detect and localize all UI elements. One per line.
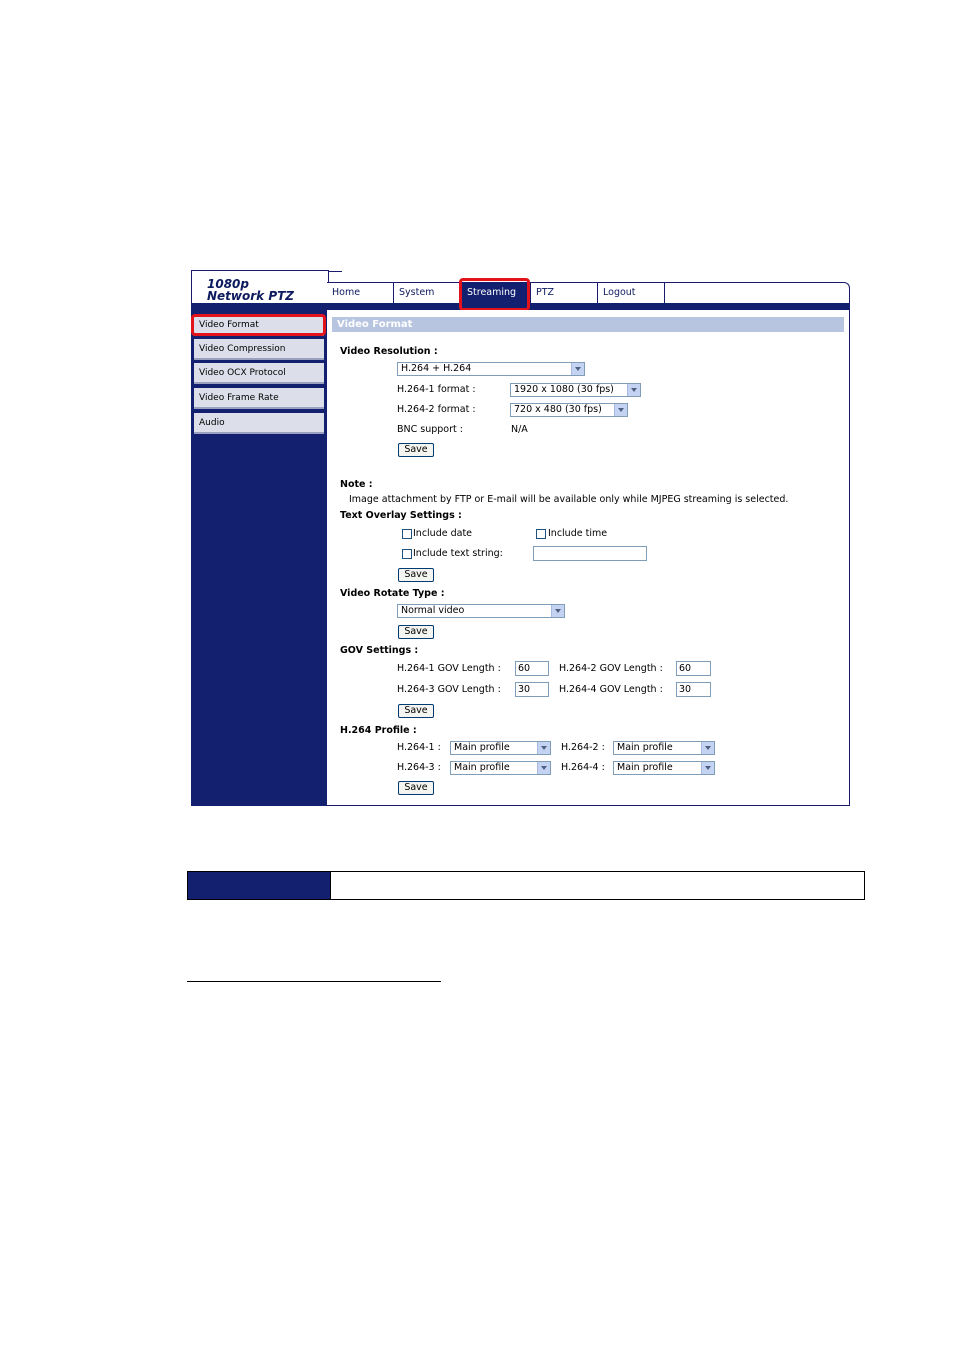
- sidebar-item-video-compression[interactable]: Video Compression: [194, 339, 324, 360]
- streaming-highlight: [459, 278, 530, 311]
- chevron-down-icon: [537, 742, 550, 754]
- chevron-down-icon: [701, 762, 714, 774]
- chevron-down-icon: [551, 605, 564, 617]
- profile-2-value: Main profile: [617, 742, 673, 753]
- save-profile-button[interactable]: Save: [398, 781, 434, 795]
- sidebar: [191, 310, 327, 806]
- video-format-highlight: [191, 314, 326, 336]
- table-row: [187, 871, 865, 900]
- gov-settings-title: GOV Settings :: [340, 645, 419, 656]
- divider: [187, 981, 441, 982]
- tab-streaming[interactable]: Streaming: [461, 283, 531, 303]
- table-row-header-cell: [188, 872, 330, 899]
- include-text-checkbox[interactable]: [402, 549, 412, 559]
- nav-underline-left: [191, 303, 327, 310]
- chevron-down-icon: [571, 363, 584, 375]
- profile-1-value: Main profile: [454, 742, 510, 753]
- video-resolution-select[interactable]: [397, 362, 585, 376]
- sidebar-item-audio[interactable]: Audio: [194, 413, 324, 434]
- tab-logout[interactable]: Logout: [598, 283, 665, 303]
- include-date-label: Include date: [413, 528, 473, 539]
- text-overlay-title: Text Overlay Settings :: [340, 510, 462, 521]
- profile-1-select[interactable]: [450, 741, 551, 755]
- video-rotate-select[interactable]: [397, 604, 565, 618]
- h264-2-format-label: H.264-2 format :: [397, 404, 476, 415]
- tab-ptz[interactable]: PTZ: [531, 283, 598, 303]
- video-resolution-value: H.264 + H.264: [401, 363, 472, 374]
- save-rotate-button[interactable]: Save: [398, 625, 434, 639]
- bnc-support-value: N/A: [511, 424, 528, 435]
- gov-1-input[interactable]: 60: [515, 661, 549, 676]
- save-resolution-button[interactable]: Save: [398, 443, 434, 457]
- chevron-down-icon: [701, 742, 714, 754]
- sidebar-item-video-format[interactable]: Video Format: [194, 315, 324, 336]
- chevron-down-icon: [627, 384, 640, 396]
- logo: [191, 270, 329, 304]
- h264-2-format-select[interactable]: [510, 403, 628, 417]
- divider: [330, 872, 331, 899]
- bnc-support-label: BNC support :: [397, 424, 463, 435]
- include-time-checkbox[interactable]: [536, 529, 546, 539]
- profile-4-label: H.264-4 :: [561, 762, 605, 773]
- gov-2-label: H.264-2 GOV Length :: [559, 663, 663, 674]
- profile-3-label: H.264-3 :: [397, 762, 441, 773]
- gov-4-input[interactable]: 30: [676, 682, 711, 697]
- profile-4-select[interactable]: [613, 761, 715, 775]
- h264-1-format-label: H.264-1 format :: [397, 384, 476, 395]
- logo-line-1: 1080p: [207, 277, 249, 291]
- include-time-label: Include time: [548, 528, 608, 539]
- note-text: Image attachment by FTP or E-mail will be available only while MJPEG streaming is selected.: [349, 494, 789, 505]
- gov-2-input[interactable]: 60: [676, 661, 711, 676]
- profile-4-value: Main profile: [617, 762, 673, 773]
- video-rotate-title: Video Rotate Type :: [340, 588, 445, 599]
- profile-2-select[interactable]: [613, 741, 715, 755]
- page-title: Video Format: [332, 317, 844, 332]
- note-title: Note :: [340, 479, 373, 490]
- tab-system[interactable]: System: [394, 283, 461, 303]
- profile-3-select[interactable]: [450, 761, 551, 775]
- logo-line-2: Network PTZ: [207, 289, 295, 303]
- h264-2-format-value: 720 x 480 (30 fps): [514, 404, 602, 415]
- video-rotate-value: Normal video: [401, 605, 465, 616]
- h264-profile-title: H.264 Profile :: [340, 725, 417, 736]
- profile-3-value: Main profile: [454, 762, 510, 773]
- profile-2-label: H.264-2 :: [561, 742, 605, 753]
- h264-1-format-value: 1920 x 1080 (30 fps): [514, 384, 614, 395]
- camera-web-ui: [191, 270, 850, 806]
- gov-4-label: H.264-4 GOV Length :: [559, 684, 663, 695]
- include-date-checkbox[interactable]: [402, 529, 412, 539]
- save-overlay-button[interactable]: Save: [398, 568, 434, 582]
- tab-home[interactable]: Home: [327, 283, 394, 303]
- gov-3-input[interactable]: 30: [515, 682, 549, 697]
- include-text-label: Include text string:: [413, 548, 503, 559]
- chevron-down-icon: [614, 404, 627, 416]
- sidebar-item-video-frame-rate[interactable]: Video Frame Rate: [194, 388, 324, 409]
- main-content: [327, 310, 850, 806]
- save-gov-button[interactable]: Save: [398, 704, 434, 718]
- h264-1-format-select[interactable]: [510, 383, 641, 397]
- sidebar-item-video-ocx-protocol[interactable]: Video OCX Protocol: [194, 363, 324, 384]
- overlay-text-input[interactable]: [533, 546, 647, 561]
- chevron-down-icon: [537, 762, 550, 774]
- gov-1-label: H.264-1 GOV Length :: [397, 663, 501, 674]
- video-resolution-title: Video Resolution :: [340, 346, 438, 357]
- profile-1-label: H.264-1 :: [397, 742, 441, 753]
- gov-3-label: H.264-3 GOV Length :: [397, 684, 501, 695]
- nav-underline: [327, 303, 850, 310]
